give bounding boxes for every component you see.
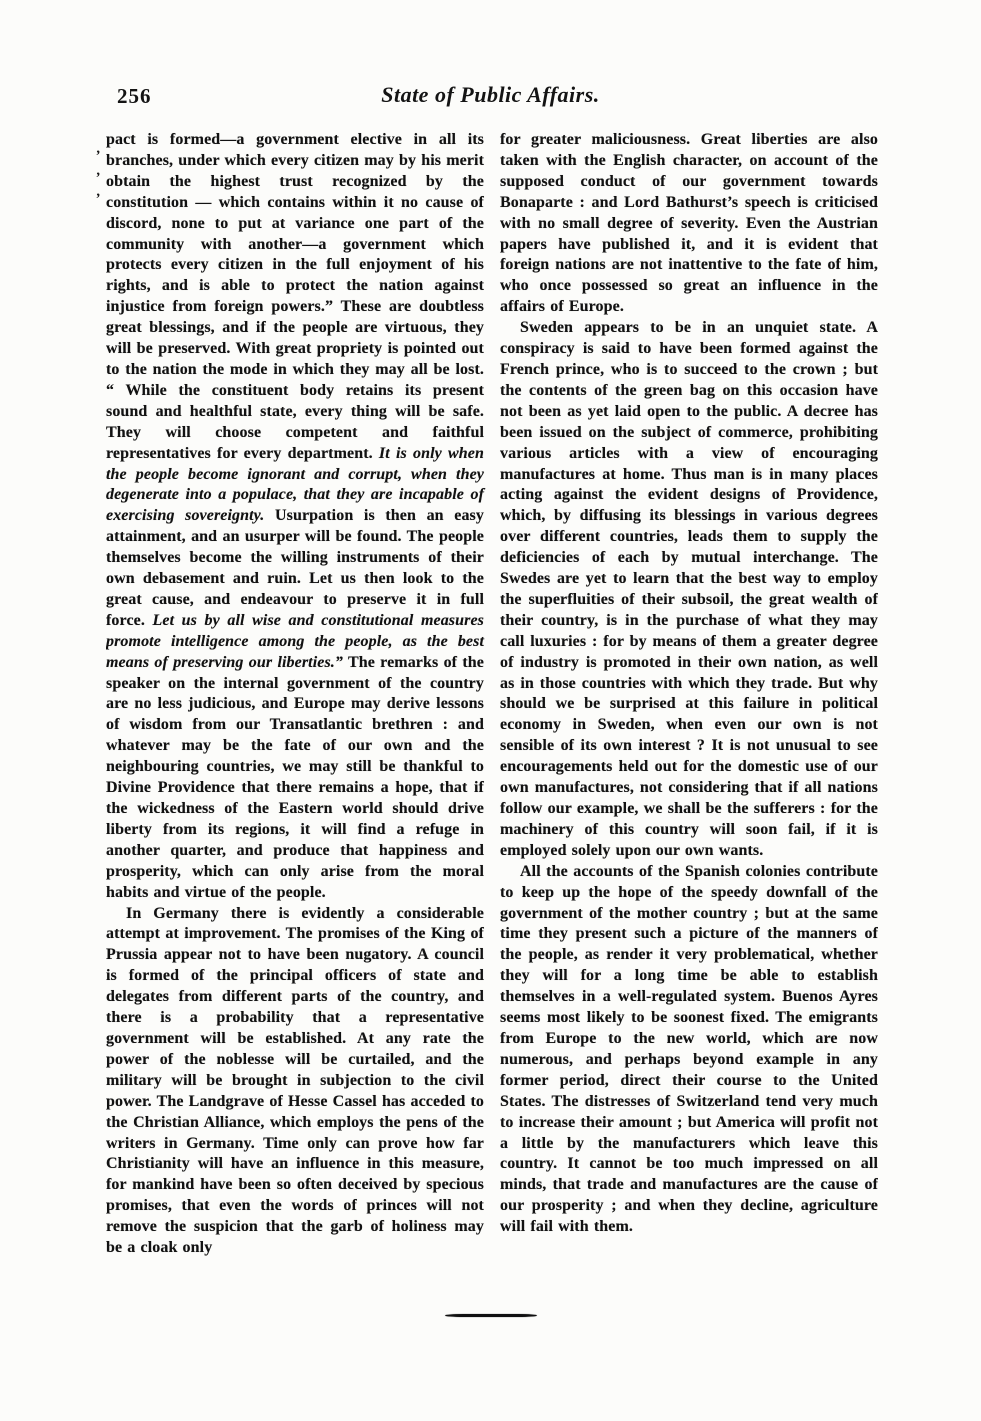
text-segment-italic: It is only when the people become ignorant and corrupt, when they degenerate into a populace, that they are incapable of exercising sovereignty. <box>106 444 485 525</box>
text-segment-italic: Let us by all wise and constitutional measures promote intelligence among the people, as the best means of preserving our liberties.” <box>106 611 484 671</box>
margin-marks <box>95 146 100 211</box>
left-column <box>106 130 484 1320</box>
paragraph <box>500 318 878 862</box>
text-segment: The remarks of the speaker on the internal government of the country are no less judicious, and Europe may derive lessons of wisdom from our Transatlantic brethren : and whatever may be the fate of our own and the neighbouring countries, we may still be thankful to Divine Providence that there remains a hope, that if the wickedness of the Eastern world should drive liberty from its regions, it will find a refuge in another quarter, and produce that happiness and prosperity, which can only arise from the moral habits and virtue of the people. <box>106 653 484 901</box>
paragraph-continuation <box>500 130 878 318</box>
paragraph <box>500 862 878 1238</box>
running-title: State of Public Affairs. <box>381 82 600 107</box>
page-number: 256 <box>117 84 152 108</box>
text-segment: Sweden appears to be in an unquiet state. A conspiracy is said to have been formed against the French prince, who is to succeed to the crown ; but the contents of the green bag on this occasion have not been as yet laid open to the public. A decree has been issued on the subject of commerce, prohibiting various articles with a view of encouraging manufactures at home. Thus man is in many places acting against the evident designs of Providence, which, by diffusing its blessings in various degrees over different countries, leads them to supply the deficiencies of each by mutual interchange. The Swedes are yet to learn that the best way to employ the superfluities of their subsoil, the great wealth of their country, is in the purchase of what they may call luxuries : for by means of them a greater degree of industry is promoted in their own nation, as well as in those countries with which they trade. But why should we be surprised at this failure in political economy in Sweden, when even our own is not sensible of its own interest ? It is not unusual to see encouragements held out for the domestic use of our own manufactures, not considering that if all nations follow our example, we shall be the sufferers : for the machinery of this country will soon fail, if it is employed solely upon our own wants. <box>500 319 878 859</box>
text-segment: All the accounts of the Spanish colonies contribute to keep up the hope of the speedy downfall of the government of the mother country ; but at the same time they present such a picture of the manners of the people, as render it very problematical, whether they will for a long time be able to establish themselves in a well-regulated system. Buenos Ayres seems most likely to be soonest fixed. The emigrants from Europe to the new world, which are now numerous, and perhaps beyond example in any former period, direct their course to the United States. The distresses of Switzerland tend very much to increase their amount ; but America will profit not a little by the manufacturers which leave this country. It cannot be too much impressed on all minds, that trade and manufactures are the cause of our prosperity ; and when they decline, agriculture will fail with them. <box>500 862 878 1236</box>
margin-mark: ’ <box>95 148 100 164</box>
text-columns <box>106 130 878 1320</box>
paragraph <box>106 904 484 1259</box>
margin-mark: ’ <box>95 169 100 186</box>
text-segment: for greater maliciousness. Great liberties are also taken with the English character, on account of the supposed conduct of our government towards Bonaparte : and Lord Bathurst’s speech is criticised with no small degree of severity. Even the Austrian papers have published it, and it is evident that foreign nations are not inattentive to the fate of him, who once possessed so great an influence in the affairs of Europe. <box>500 131 878 316</box>
paragraph-continuation <box>106 130 484 904</box>
text-segment: pact is formed—a government elective in all its branches, under which every citizen may by his merit obtain the highest trust recognized by the constitution — which contains within it no cause of discord, none to put at variance one part of the community with another—a government which protects every citizen in the full enjoyment of his rights, and is able to protect the nation against injustice from foreign powers.” These are doubtless great blessings, and if the people are virtuous, they will be preserved. With great propriety is pointed out to the nation the mode in which they may all be lost. “ While the constituent body retains its present sound and healthful state, every thing will be safe. They will choose competent and faithful representatives for every department. <box>106 131 484 462</box>
text-segment: In Germany there is evidently a considerable attempt at improvement. The promises of the King of Prussia appear not to have been nugatory. A council is formed of the principal officers of state and delegates from different parts of the country, and there is a probability that a representative government will be established. At any rate the power of the noblesse will be curtailed, and the military will be brought in subjection to the civil power. The Landgrave of Hesse Cassel has acceded to the Christian Alliance, which employs the pens of the writers in Germany. Time only can prove how far Christianity will have an influence in this measure, for mankind have been so often deceived by specious promises, that even the words of princes will not remove the suspicion that the garb of holiness may be a cloak only <box>106 904 484 1257</box>
text-segment: Usurpation is then an easy attainment, and an usurper will be found. The people themselves become the willing instruments of their own debasement and ruin. Let us then look to the great cause, and endeavour to preserve it in full force. <box>106 507 484 629</box>
right-column <box>500 130 878 1320</box>
margin-mark: ’ <box>95 191 100 207</box>
section-divider-rule <box>445 1314 537 1317</box>
